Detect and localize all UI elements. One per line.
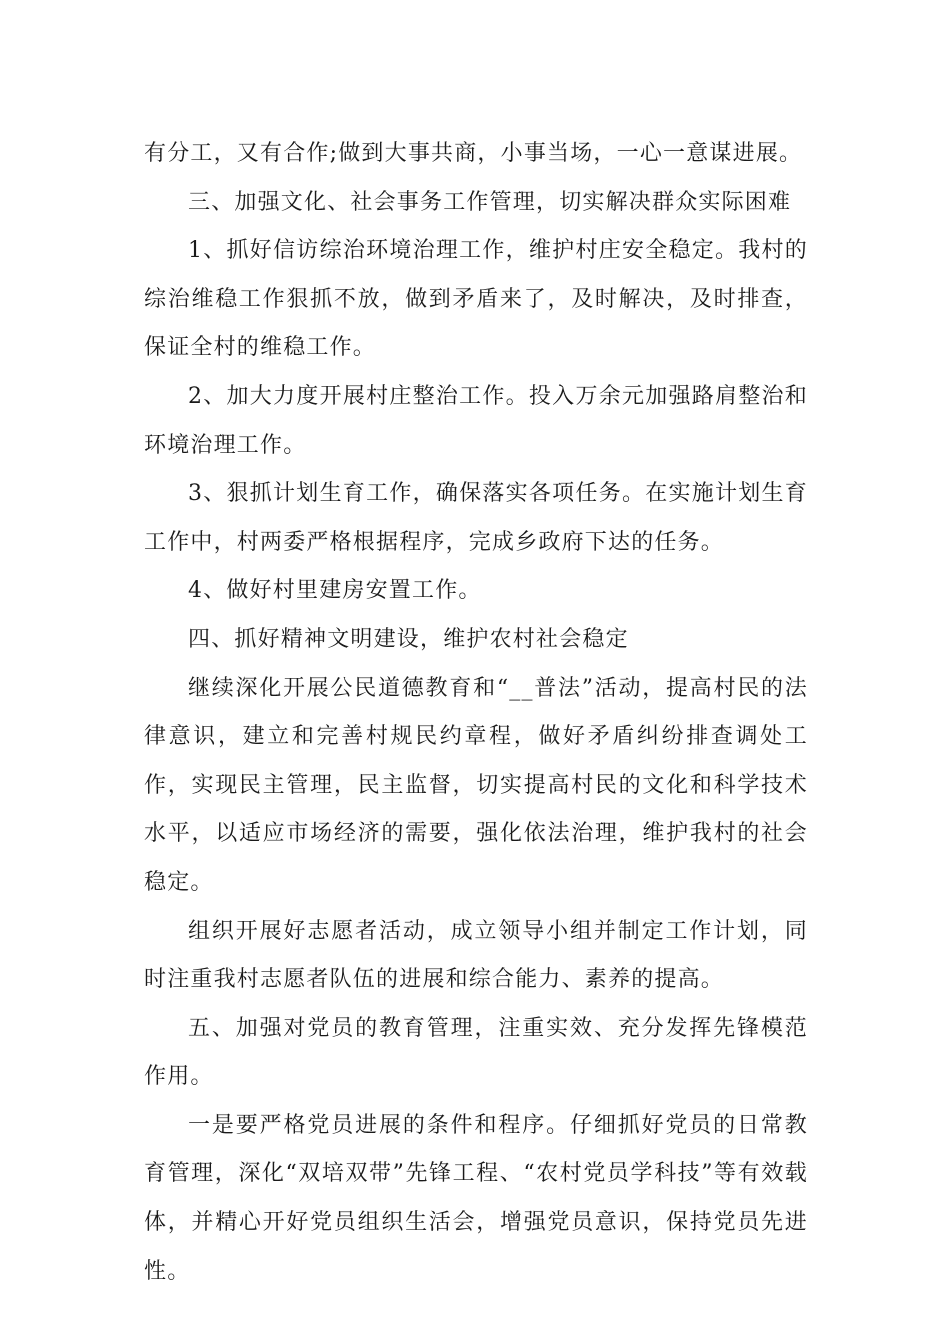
paragraph-continuation: 有分工，又有合作;做到大事共商，小事当场，一心一意谋进展。 (144, 141, 803, 166)
paragraph-item-4: 4、做好村里建房安置工作。 (188, 578, 482, 604)
paragraph-volunteers: 组织开展好志愿者活动，成立领导小组并制定工作计划，同时注重我村志愿者队伍的进展和综合能力、素养的提高。 (144, 918, 808, 993)
section-heading-3: 三、加强文化、社会事务工作管理，切实解决群众实际困难 (188, 189, 792, 215)
section-heading-4: 四、抓好精神文明建设，维护农村社会稳定 (188, 626, 629, 652)
paragraph-item-2: 2、加大力度开展村庄整治工作。投入万余元加强路肩整治和环境治理工作。 (144, 383, 808, 458)
paragraph-item-3: 3、狠抓计划生育工作，确保落实各项任务。在实施计划生育工作中，村两委严格根据程序，完成乡政府下达的任务。 (144, 481, 808, 555)
paragraph-item-1: 1、抓好信访综治环境治理工作，维护村庄安全稳定。我村的综治维稳工作狠抓不放，做到矛盾来了，及时解决，及时排查，保证全村的维稳工作。 (144, 238, 808, 361)
paragraph-moral-education: 继续深化开展公民道德教育和“__普法”活动，提高村民的法律意识，建立和完善村规民约章程，做好矛盾纠纷排查调处工作，实现民主管理，民主监督，切实提高村民的文化和科学技术水平，以适应市场经济的需要，强化依法治理，维护我村的社会稳定。 (144, 675, 808, 895)
paragraph-party-members: 一是要严格党员进展的条件和程序。仔细抓好党员的日常教育管理，深化“双培双带”先锋工程、“农村党员学科技”等有效载体，并精心开好党员组织生活会，增强党员意识，保持党员先进性。 (144, 1112, 808, 1284)
document-body (144, 130, 808, 1296)
section-heading-5: 五、加强对党员的教育管理，注重实效、充分发挥先锋模范作用。 (144, 1015, 808, 1090)
